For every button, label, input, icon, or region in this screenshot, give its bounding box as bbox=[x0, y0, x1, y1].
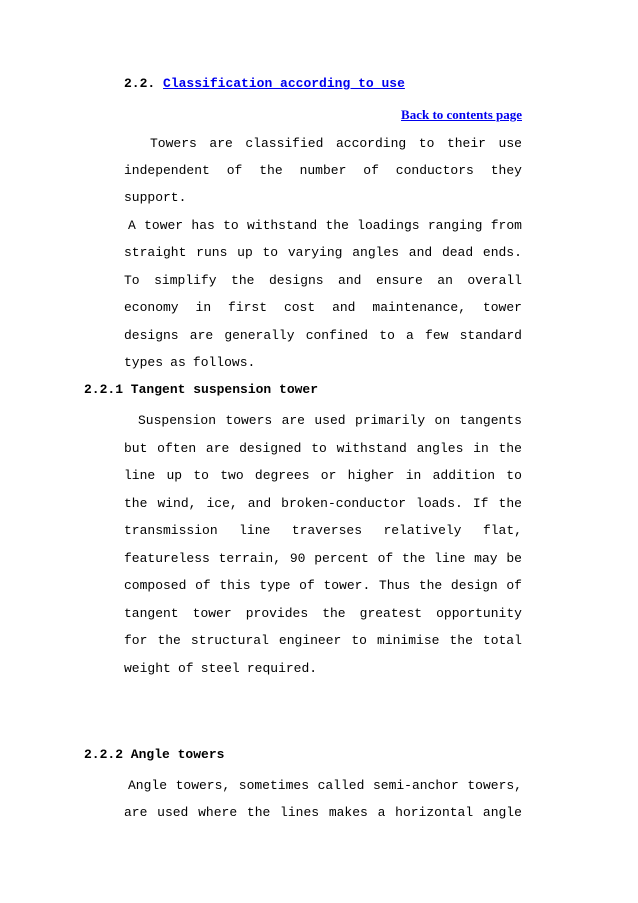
paragraph-line: composed of this type of tower. Thus the design of bbox=[124, 578, 522, 593]
paragraph-line: straight runs up to varying angles and dead ends. bbox=[124, 245, 522, 260]
paragraph-line: Suspension towers are used primarily on tangents bbox=[138, 413, 522, 428]
paragraph-line: for the structural engineer to minimise the total bbox=[124, 633, 522, 648]
paragraph-line: Angle towers, sometimes called semi-anchor towers, bbox=[128, 778, 522, 793]
paragraph-line: types as follows. bbox=[124, 355, 256, 370]
paragraph-line: featureless terrain, 90 percent of the line may be bbox=[124, 551, 522, 566]
subsection-heading: 2.2.1 Tangent suspension tower bbox=[84, 382, 319, 397]
paragraph-line: are used where the lines makes a horizontal angle bbox=[124, 805, 522, 820]
paragraph-line: line up to two degrees or higher in addition to bbox=[124, 468, 522, 483]
section-heading bbox=[124, 76, 405, 91]
paragraph-line: tangent tower provides the greatest opportunity bbox=[124, 606, 522, 621]
paragraph-line: designs are generally confined to a few standard bbox=[124, 328, 522, 343]
section-number: 2.2. bbox=[124, 76, 156, 91]
paragraph-line: economy in first cost and maintenance, tower bbox=[124, 300, 522, 315]
paragraph-line: To simplify the designs and ensure an overall bbox=[124, 273, 522, 288]
subsection-heading: 2.2.2 Angle towers bbox=[84, 747, 225, 762]
paragraph-line: Towers are classified according to their use bbox=[150, 136, 522, 151]
paragraph-line: A tower has to withstand the loadings ranging from bbox=[128, 218, 522, 233]
paragraph-line: support. bbox=[124, 190, 187, 205]
paragraph-line: transmission line traverses relatively flat, bbox=[124, 523, 522, 538]
paragraph-line: the wind, ice, and broken-conductor loads. If the bbox=[124, 496, 522, 511]
back-to-contents-link[interactable]: Back to contents page bbox=[401, 107, 522, 122]
section-title-link[interactable]: Classification according to use bbox=[163, 76, 405, 91]
paragraph-line: independent of the number of conductors they bbox=[124, 163, 522, 178]
paragraph-line: weight of steel required. bbox=[124, 661, 318, 676]
paragraph-line: but often are designed to withstand angles in the bbox=[124, 441, 522, 456]
